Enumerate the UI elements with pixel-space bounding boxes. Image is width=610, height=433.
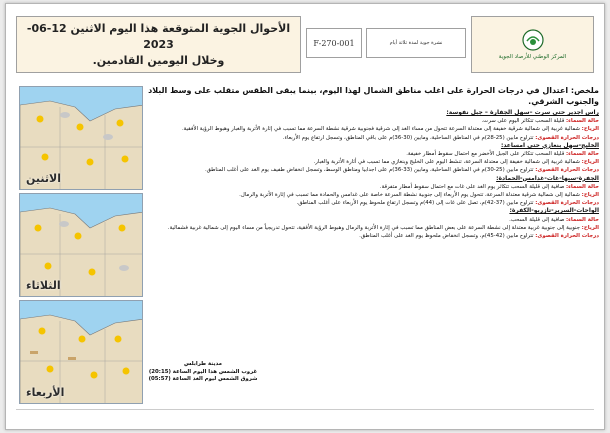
forecast-summary: ملخص: اعتدال في درجات الحرارة على اغلب مناطق الشمال لهذا اليوم، بينما يبقى الطقس متقلب على وسط البلاد والجنوب الشرقي.: [148, 86, 599, 106]
temp-label: درجات الحرارة القصوى:: [535, 134, 599, 141]
region-block: [144, 207, 599, 240]
wind-label: الرياح:: [581, 159, 599, 166]
map-panel-day1: [19, 86, 143, 190]
wind-text: جنوبية إلى جنوبية غربية معتدلة إلى نشطة السرعة على بعض المناطق مما تسبب في إثارة الأتربة والرمال وهبوط الرؤية الأفقية، تتحول تدريجياً من مساء اليوم إلى شمالية غربية فشمالية.: [167, 224, 580, 231]
sunrise-time: شروق الشمس ليوم الغد الساعة (05:57): [148, 376, 258, 382]
forecast-text: [144, 86, 599, 404]
org-name: المركز الوطني للأرصاد الجوية: [498, 54, 567, 60]
org-logo-icon: [522, 29, 544, 51]
wind-text: شمالية غربية إلى شمالية خفيفة إلى معتدلة السرعة، تنشط اليوم على الخليج وبنغازي مما تسبب في أثارة الأتربة والغبار.: [313, 159, 580, 166]
sky-label: حالة السماء:: [566, 216, 599, 223]
map-day-label: الثلاثاء: [26, 279, 61, 292]
sky-text: صافية إلى قليلة السحب تتكاثر يوم الغد على غات مع احتمال سقوط أمطار متفرقة.: [379, 183, 565, 190]
region-block: [144, 142, 599, 175]
region-block: [144, 175, 599, 208]
region-title: الخليج-سهل بنغازي حتى امساعد:: [500, 141, 599, 149]
region-block: [144, 109, 599, 142]
bulletin-subtitle: وخلال اليومين القادمين.: [92, 53, 225, 67]
region-title: راس اجدير حتى سرت –سهل الجفارة – جبل نفوسة:: [446, 109, 599, 116]
wind-text: شمالية إلى شمالية شرقية معتدلة السرعة، تتحول يوم الأربعاء إلى جنوبية نشطة السرعة خاصة على غدامس والحمادة مما تسبب في إثارة الأتربة والرمال.: [239, 192, 580, 199]
org-logo-box: [471, 16, 594, 73]
bulletin-title: الأحوال الجوية المتوقعة هذا اليوم الاثنين 12-06-2023: [26, 21, 291, 51]
temp-label: درجات الحرارة القصوى:: [535, 200, 599, 207]
form-code: F-270-001: [306, 28, 362, 58]
forecast-maps: [19, 86, 143, 404]
title-box: [16, 16, 301, 73]
temp-text: تتراوح مابين (37-42)م، تصل على غات إلى (44)م وتسجل ارتفاع ملحوظ يوم الأربعاء على أغلب المناطق.: [296, 200, 534, 207]
map-panel-day2: [19, 193, 143, 297]
sky-text: صافية إلى قليلة السحب.: [509, 216, 565, 223]
temp-label: درجات الحرارة القصوى:: [535, 233, 599, 240]
region-title: الجفرة-سبها-غات-غدامس-الحمادة:: [496, 174, 599, 182]
map-day-label: الاثنين: [26, 172, 61, 185]
footer-divider: [16, 409, 594, 410]
temp-text: تتراوح مابين (42-45)م، وتسجل انخفاض ملحوظ يوم الغد على أغلب المناطق.: [359, 233, 534, 240]
wind-label: الرياح:: [581, 192, 599, 199]
map-panel-day3: [19, 300, 143, 404]
wind-label: الرياح:: [581, 126, 599, 133]
temp-text: تتراوح مابين (25-30)م في المناطق الساحلية، ومابين (33-36)م على اجدابيا ومناطق الوسط، وتسجل انخفاض طفيف يوم الغد على أغلب المناطق.: [204, 167, 534, 174]
sky-text: قليلة السحب تتكاثر على الجبل الأخضر مع احتمال سقوط أمطار خفيفة.: [406, 151, 565, 158]
sky-label: حالة السماء:: [566, 118, 599, 125]
sky-label: حالة السماء:: [566, 151, 599, 158]
sun-times: [148, 361, 258, 384]
sky-label: حالة السماء:: [566, 183, 599, 190]
region-title: الواحات-السرير-تازربو-الكفرة:: [509, 207, 599, 215]
wind-label: الرياح:: [581, 224, 599, 231]
bulletin-type: نشرة جوية لمدة ثلاثة أيام: [366, 28, 466, 58]
sunset-time: غروب الشمس هذا اليوم الساعة (20:15): [148, 368, 258, 375]
bulletin-page: [5, 3, 605, 430]
temp-text: تتراوح مابين (25-28)م في المناطق الساحلية، ومابين (30-36)م على باقي المناطق، وتسجل ارتفاع يوم الأربعاء.: [282, 134, 534, 141]
sky-text: قليلة السحب تتكاثر اليوم على سرت.: [481, 118, 565, 125]
temp-label: درجات الحرارة القصوى:: [535, 167, 599, 174]
map-day-label: الأربعاء: [26, 386, 65, 399]
sun-city: مدينة طرابلس: [184, 361, 222, 367]
wind-text: شمالية غربية إلى شمالية شرقية خفيفة إلى معتدلة السرعة تتحول من مساء الغد إلى شرقية فجنوبية شرقية نشطة السرعة مما تسبب في إثارة الأتربة والغبار وهبوط الرؤية الأفقية.: [181, 126, 580, 133]
bulletin-header: [16, 16, 594, 73]
